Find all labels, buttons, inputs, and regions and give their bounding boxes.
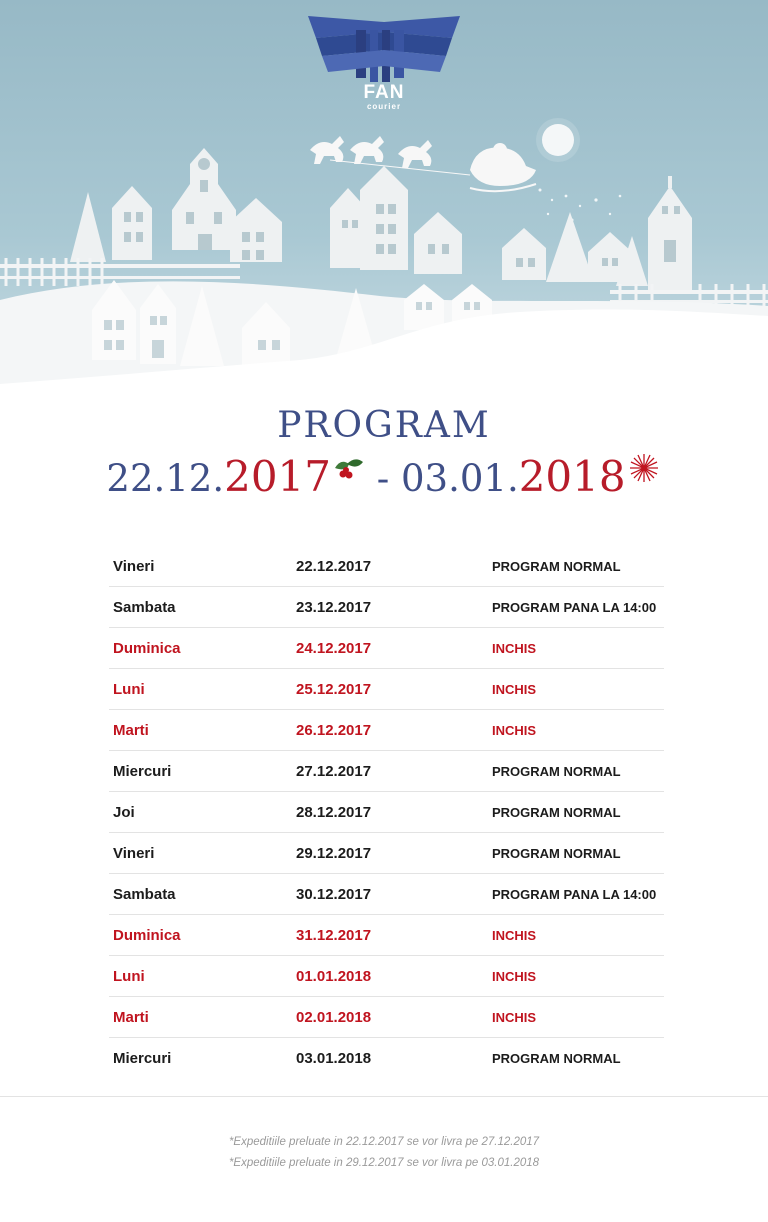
- schedule-row: [109, 915, 664, 956]
- schedule-row: [109, 710, 664, 751]
- schedule-row: [109, 751, 664, 792]
- status-cell: PROGRAM PANA LA 14:00: [492, 874, 664, 915]
- brand-tagline: courier: [366, 102, 402, 111]
- footer-divider: [0, 1096, 768, 1097]
- date-cell: 24.12.2017: [296, 628, 492, 669]
- day-cell: Luni: [109, 956, 296, 997]
- date-cell: 01.01.2018: [296, 956, 492, 997]
- status-cell: PROGRAM NORMAL: [492, 751, 664, 792]
- day-cell: Duminica: [109, 628, 296, 669]
- start-date-prefix: 22.12.: [106, 457, 225, 500]
- status-cell: INCHIS: [492, 710, 664, 751]
- date-cell: 29.12.2017: [296, 833, 492, 874]
- schedule-body: [109, 546, 664, 1078]
- day-cell: Marti: [109, 710, 296, 751]
- date-cell: 28.12.2017: [296, 792, 492, 833]
- status-cell: PROGRAM NORMAL: [492, 546, 664, 587]
- day-cell: Marti: [109, 997, 296, 1038]
- date-cell: 26.12.2017: [296, 710, 492, 751]
- status-cell: INCHIS: [492, 956, 664, 997]
- date-cell: 30.12.2017: [296, 874, 492, 915]
- status-cell: PROGRAM NORMAL: [492, 1050, 621, 1066]
- end-date-prefix: 03.01.: [401, 457, 519, 500]
- schedule-row: [109, 669, 664, 710]
- status-cell: PROGRAM NORMAL: [492, 792, 664, 833]
- day-cell: Sambata: [109, 587, 296, 628]
- date-cell: 02.01.2018: [296, 997, 492, 1038]
- day-cell: Vineri: [109, 833, 296, 874]
- schedule-row: [109, 833, 664, 874]
- date-cell: 27.12.2017: [296, 751, 492, 792]
- day-cell: Miercuri: [109, 751, 296, 792]
- schedule-row: [109, 792, 664, 833]
- brand-name: FAN: [363, 82, 405, 103]
- schedule-row: [109, 1038, 664, 1079]
- day-cell: Duminica: [109, 915, 296, 956]
- day-cell: Luni: [109, 669, 296, 710]
- status-cell: INCHIS: [492, 997, 664, 1038]
- date-cell: 25.12.2017: [296, 669, 492, 710]
- holiday-schedule-table: [109, 546, 664, 1078]
- sparkle-icon: [626, 452, 662, 492]
- status-cell: PROGRAM PANA LA 14:00: [492, 587, 664, 628]
- schedule-row: [109, 956, 664, 997]
- start-year: 2017: [224, 452, 331, 501]
- status-cell: INCHIS: [492, 915, 664, 956]
- schedule-row: [109, 546, 664, 587]
- schedule-row: [109, 628, 664, 669]
- date-cell: 03.01.2018: [296, 1049, 372, 1067]
- day-cell: Miercuri: [113, 1049, 172, 1067]
- day-cell: Vineri: [109, 546, 296, 587]
- date-cell: 23.12.2017: [296, 587, 492, 628]
- status-cell: PROGRAM NORMAL: [492, 833, 664, 874]
- holly-icon: [331, 452, 365, 492]
- date-cell: 31.12.2017: [296, 915, 492, 956]
- day-cell: Sambata: [109, 874, 296, 915]
- schedule-row: [109, 587, 664, 628]
- end-year: 2018: [518, 452, 626, 501]
- status-cell: INCHIS: [492, 628, 664, 669]
- delivery-note: *Expeditiile preluate in 29.12.2017 se vor livra pe 03.01.2018: [228, 1157, 540, 1169]
- status-cell: INCHIS: [492, 669, 664, 710]
- schedule-row: [109, 997, 664, 1038]
- date-range: [0, 452, 768, 501]
- date-separator: -: [364, 457, 402, 500]
- date-cell: 22.12.2017: [296, 546, 492, 587]
- winter-village-banner: [0, 0, 768, 392]
- page-title: PROGRAM: [277, 405, 491, 446]
- day-cell: Joi: [109, 792, 296, 833]
- schedule-row: [109, 874, 664, 915]
- delivery-note: *Expeditiile preluate in 22.12.2017 se vor livra pe 27.12.2017: [228, 1136, 540, 1148]
